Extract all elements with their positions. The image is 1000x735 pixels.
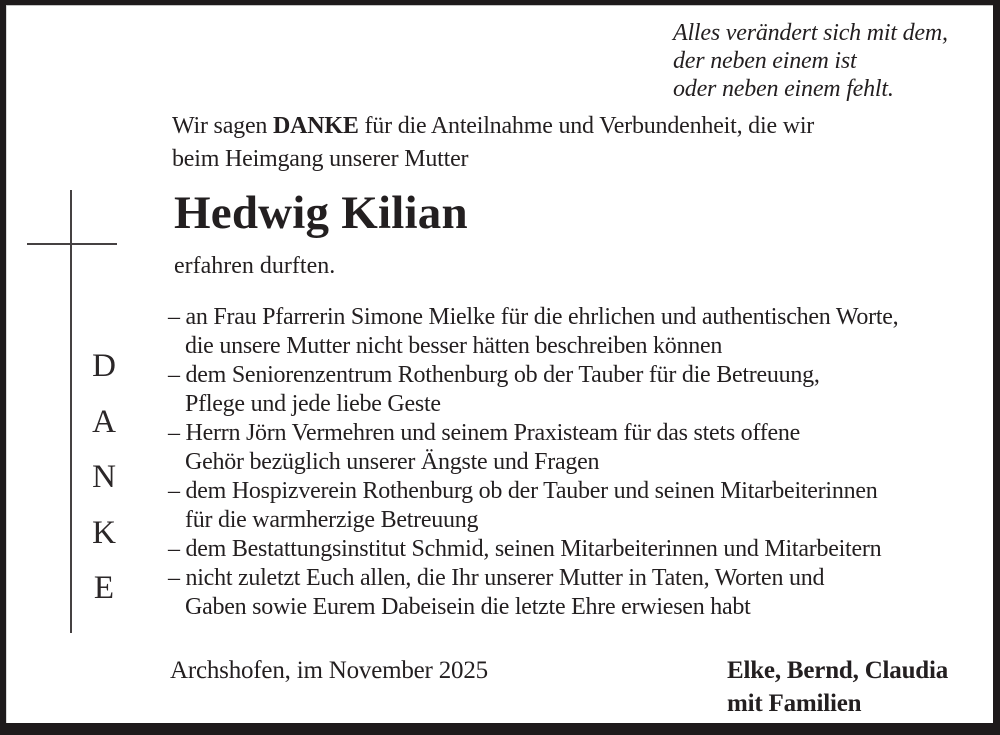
signature	[727, 654, 948, 720]
thanks-item	[168, 535, 898, 564]
thanks-item	[168, 477, 898, 535]
cross-icon	[70, 190, 72, 633]
deceased-name: Hedwig Kilian	[174, 187, 468, 239]
vertical-letter: K	[92, 514, 116, 551]
vertical-letter: N	[92, 459, 116, 495]
after-name-text: erfahren durften.	[174, 253, 336, 279]
vertical-letter: A	[92, 403, 116, 440]
vertical-letter: D	[92, 348, 116, 384]
signature-line: mit Familien	[727, 690, 862, 717]
thanks-item	[168, 419, 898, 477]
thanks-line: – dem Bestattungsinstitut Schmid, seinen Mitarbeiterinnen und Mitarbeitern	[168, 536, 882, 562]
signature-line: Elke, Bernd, Claudia	[727, 657, 949, 684]
thanks-line: – Herrn Jörn Vermehren und seinem Praxisteam für das stets offene	[168, 420, 801, 446]
intro-text: für die Anteilnahme und Verbundenheit, die wir	[364, 113, 815, 139]
thanks-item	[168, 303, 898, 361]
intro-paragraph	[172, 110, 814, 176]
intro-line	[172, 110, 814, 143]
thanks-line: – nicht zuletzt Euch allen, die Ihr unserer Mutter in Taten, Worten und	[168, 565, 825, 591]
memorial-quote	[673, 19, 948, 103]
vertical-danke-word	[84, 339, 124, 617]
cross-icon	[27, 243, 117, 245]
thanks-line: – an Frau Pfarrerin Simone Mielke für die ehrlichen und authentischen Worte,	[168, 304, 899, 330]
thanks-list	[168, 303, 898, 622]
thanks-line: Gaben sowie Eurem Dabeisein die letzte Ehre erwiesen habt	[185, 594, 751, 620]
quote-line: der neben einem ist	[673, 48, 857, 74]
thanks-line: – dem Seniorenzentrum Rothenburg ob der Tauber für die Betreuung,	[168, 362, 820, 388]
danke-bold-word: DANKE	[273, 113, 359, 139]
intro-text: Wir sagen	[172, 113, 268, 139]
thanks-line: für die warmherzige Betreuung	[185, 507, 479, 533]
intro-line: beim Heimgang unserer Mutter	[172, 146, 469, 172]
thanks-line: – dem Hospizverein Rothenburg ob der Tauber und seinen Mitarbeiterinnen	[168, 478, 878, 504]
thanks-line: Pflege und jede liebe Geste	[185, 391, 441, 417]
quote-line: oder neben einem fehlt.	[673, 76, 894, 102]
vertical-letter: E	[93, 570, 115, 606]
thanks-line: die unsere Mutter nicht besser hätten beschreiben können	[185, 333, 723, 359]
thanks-item	[168, 361, 898, 419]
thanks-line: Gehör bezüglich unserer Ängste und Fragen	[185, 449, 600, 475]
quote-line: Alles verändert sich mit dem,	[673, 20, 948, 46]
place-date: Archshofen, im November 2025	[170, 657, 488, 684]
thanks-item	[168, 564, 898, 622]
